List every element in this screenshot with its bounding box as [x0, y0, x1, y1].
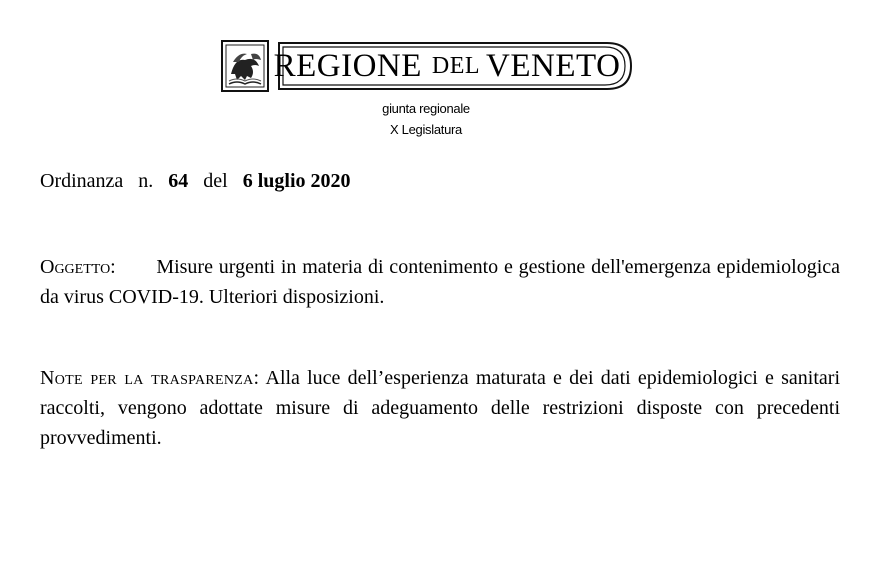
ordinanza-line: [40, 170, 361, 193]
ordinanza-date: 6 luglio 2020: [242, 170, 351, 192]
header-subtitle-legislatura: X Legislatura: [390, 122, 462, 137]
lion-seal-icon: [221, 40, 269, 92]
regione-veneto-logo: [221, 40, 633, 94]
oggetto-label: Oggetto:: [40, 256, 116, 278]
note-label: Note per la trasparenza:: [40, 367, 260, 389]
ordinanza-n-label: n.: [138, 170, 154, 192]
ordinanza-number: 64: [168, 170, 189, 192]
note-text: Alla luce dell’esperienza maturata e dei dati epidemiologici e sanitari raccolti, vengono adottate misure di adeguamento delle restrizioni disposte con precedenti provvedimenti.: [40, 367, 840, 449]
logo-word-regione: REGIONE: [273, 47, 422, 84]
ordinanza-del-label: del: [203, 170, 228, 192]
ordinanza-prefix: Ordinanza: [40, 170, 124, 192]
logo-word-del: DEL: [431, 52, 481, 79]
logo-banner: [273, 41, 633, 91]
header-subtitle-giunta: giunta regionale: [382, 101, 470, 116]
logo-word-veneto: VENETO: [486, 47, 621, 84]
oggetto-text: Misure urgenti in materia di contenimento e gestione dell'emergenza epidemiologica da virus COVID-19. Ulteriori disposizioni.: [40, 256, 840, 308]
note-paragraph: [40, 363, 840, 453]
oggetto-paragraph: [40, 252, 840, 312]
logo-wordmark: [273, 41, 621, 91]
